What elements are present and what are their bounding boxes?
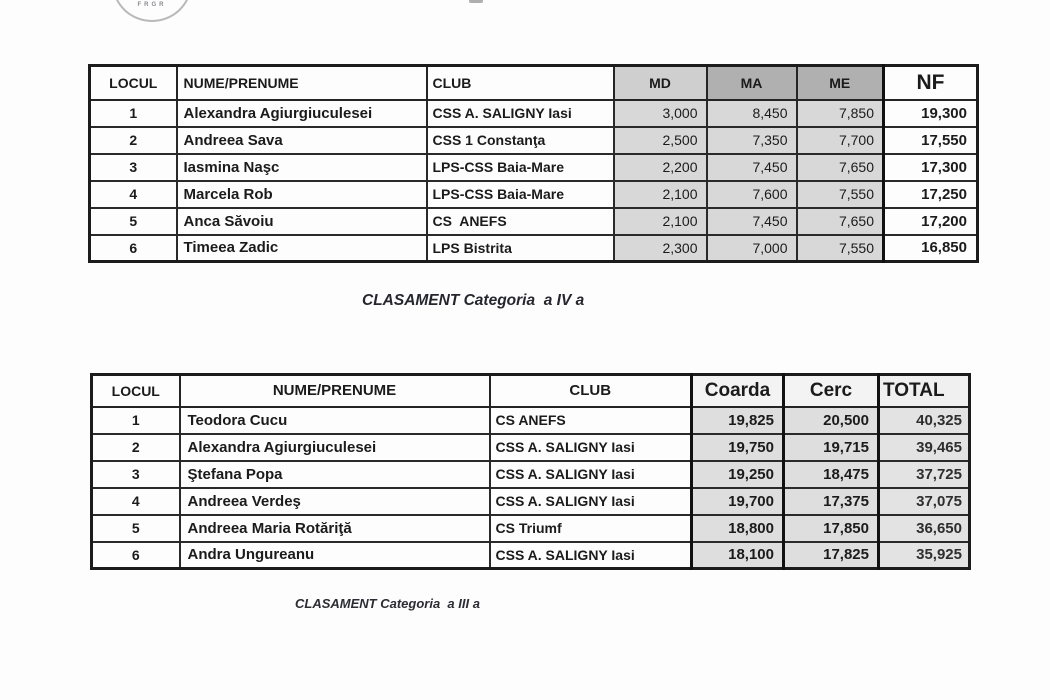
col-header-md: MD [614,66,707,100]
col-header-total: TOTAL [879,375,970,407]
cell-me: 7,550 [797,235,884,262]
cell-ma: 7,600 [707,181,797,208]
cell-club: CSS A. SALIGNY Iasi [490,461,692,488]
cell-ma: 7,450 [707,208,797,235]
results-table-categoria-3 [90,373,971,570]
cell-locul: 4 [90,181,177,208]
col-header-nume: NUME/PRENUME [180,375,490,407]
cell-ma: 7,350 [707,127,797,154]
cell-club: CSS A. SALIGNY Iasi [490,542,692,569]
cell-md: 3,000 [614,100,707,127]
cell-md: 2,100 [614,208,707,235]
cell-cerc: 20,500 [784,407,879,434]
cell-locul: 6 [90,235,177,262]
col-header-cerc: Cerc [784,375,879,407]
cell-md: 2,100 [614,181,707,208]
cell-club: CS ANEFS [490,407,692,434]
cell-locul: 3 [92,461,180,488]
cell-locul: 2 [92,434,180,461]
cell-nf: 17,300 [884,154,978,181]
cell-nume: Iasmina Naşc [177,154,427,181]
cell-coarda: 18,100 [692,542,784,569]
cell-club: CSS A. SALIGNY Iasi [490,434,692,461]
cell-locul: 5 [92,515,180,542]
cell-ma: 7,450 [707,154,797,181]
cell-me: 7,550 [797,181,884,208]
cell-total: 39,465 [879,434,970,461]
cell-total: 37,075 [879,488,970,515]
table-header-row [92,375,970,407]
table-header-row [90,66,978,100]
cell-coarda: 19,700 [692,488,784,515]
cell-locul: 4 [92,488,180,515]
table-row [92,461,970,488]
cell-club: CS Triumf [490,515,692,542]
cell-md: 2,500 [614,127,707,154]
cell-cerc: 18,475 [784,461,879,488]
cell-club: CSS A. SALIGNY Iasi [427,100,614,127]
table-row [90,208,978,235]
caption-categoria-4: CLASAMENT Categoria a IV a [362,292,585,309]
cell-total: 40,325 [879,407,970,434]
cell-nume: Alexandra Agiurgiuculesei [180,434,490,461]
cell-locul: 6 [92,542,180,569]
cell-total: 37,725 [879,461,970,488]
cell-coarda: 19,250 [692,461,784,488]
cell-locul: 1 [92,407,180,434]
col-header-locul: LOCUL [90,66,177,100]
cell-club: CSS A. SALIGNY Iasi [490,488,692,515]
col-header-club: CLUB [427,66,614,100]
cell-nf: 19,300 [884,100,978,127]
cutoff-text-mark [469,0,483,3]
cell-nume: Andreea Maria Rotăriţă [180,515,490,542]
table-row [92,488,970,515]
cell-club: LPS Bistrita [427,235,614,262]
cell-club: LPS-CSS Baia-Mare [427,181,614,208]
cell-cerc: 17,850 [784,515,879,542]
col-header-ma: MA [707,66,797,100]
col-header-nume: NUME/PRENUME [177,66,427,100]
cell-locul: 5 [90,208,177,235]
cell-me: 7,650 [797,154,884,181]
cell-md: 2,200 [614,154,707,181]
cell-me: 7,700 [797,127,884,154]
cell-nume: Timeea Zadic [177,235,427,262]
col-header-nf: NF [884,66,978,100]
cell-nume: Ştefana Popa [180,461,490,488]
table-row [90,100,978,127]
cell-me: 7,850 [797,100,884,127]
col-header-locul: LOCUL [92,375,180,407]
cell-nf: 17,250 [884,181,978,208]
cell-ma: 8,450 [707,100,797,127]
table-row [92,407,970,434]
cell-cerc: 17,375 [784,488,879,515]
cell-md: 2,300 [614,235,707,262]
cell-total: 36,650 [879,515,970,542]
results-table-categoria-4 [88,64,979,263]
cell-ma: 7,000 [707,235,797,262]
cell-nume: Teodora Cucu [180,407,490,434]
cell-me: 7,650 [797,208,884,235]
table-row [90,181,978,208]
table-row [92,542,970,569]
cell-nume: Andreea Sava [177,127,427,154]
caption-categoria-3: CLASAMENT Categoria a III a [295,596,480,611]
table-row [92,434,970,461]
cell-club: LPS-CSS Baia-Mare [427,154,614,181]
cell-coarda: 18,800 [692,515,784,542]
cell-club: CSS 1 Constanţa [427,127,614,154]
cell-total: 35,925 [879,542,970,569]
table-row [90,235,978,262]
col-header-coarda: Coarda [692,375,784,407]
cell-nf: 17,200 [884,208,978,235]
cell-nume: Marcela Rob [177,181,427,208]
cell-nume: Alexandra Agiurgiuculesei [177,100,427,127]
cell-nf: 16,850 [884,235,978,262]
col-header-me: ME [797,66,884,100]
cell-nf: 17,550 [884,127,978,154]
cell-cerc: 17,825 [784,542,879,569]
cell-locul: 1 [90,100,177,127]
stamp-text: FRGR [137,2,167,8]
cell-cerc: 19,715 [784,434,879,461]
table-row [90,127,978,154]
col-header-club: CLUB [490,375,692,407]
table-row [92,515,970,542]
cell-locul: 2 [90,127,177,154]
cell-club: CS ANEFS [427,208,614,235]
table-row [90,154,978,181]
cell-locul: 3 [90,154,177,181]
cell-coarda: 19,750 [692,434,784,461]
cell-nume: Andra Ungureanu [180,542,490,569]
cell-coarda: 19,825 [692,407,784,434]
cell-nume: Anca Săvoiu [177,208,427,235]
cell-nume: Andreea Verdeş [180,488,490,515]
